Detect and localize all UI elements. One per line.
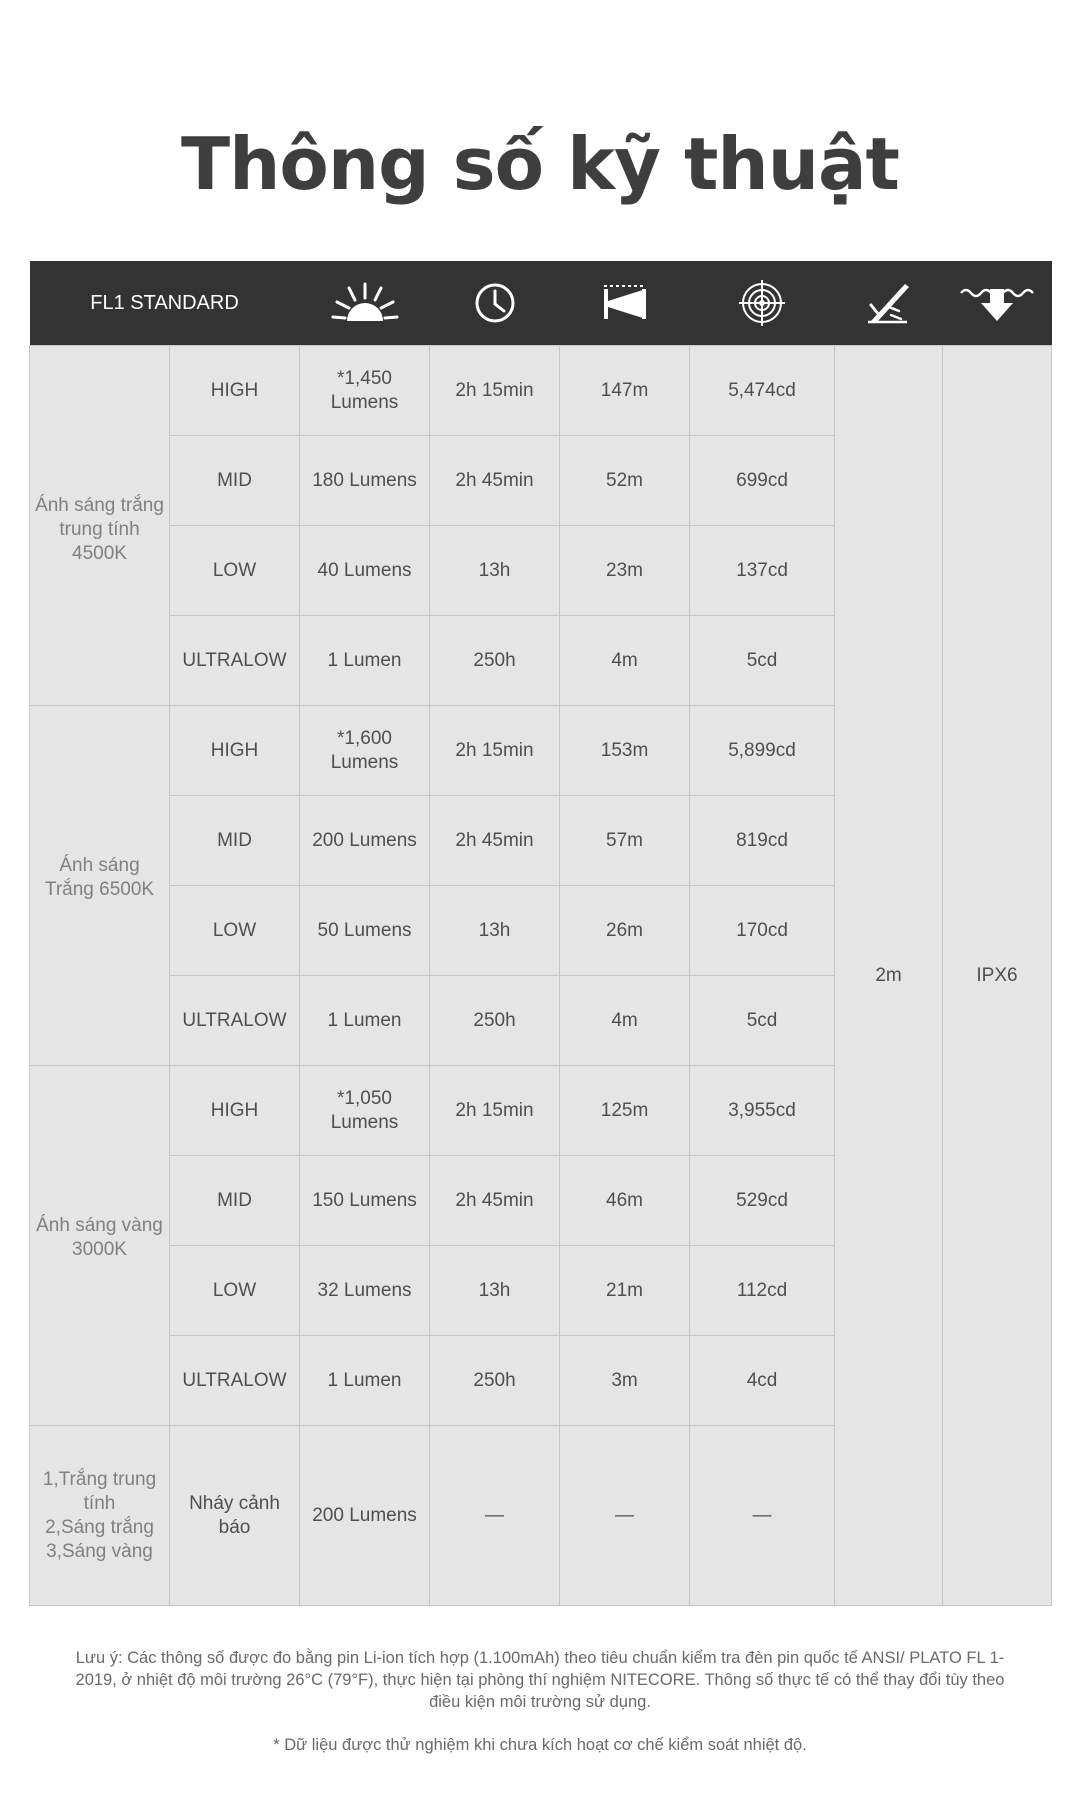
intensity-cell: 170cd	[690, 886, 835, 976]
runtime-cell: 2h 45min	[430, 436, 560, 526]
runtime-cell: 13h	[430, 1246, 560, 1336]
intensity-target-icon	[690, 261, 835, 346]
mode-cell: Nháy cảnh báo	[170, 1426, 300, 1606]
intensity-cell: 5cd	[690, 616, 835, 706]
runtime-cell: 2h 45min	[430, 796, 560, 886]
output-cell: 1 Lumen	[300, 1336, 430, 1426]
runtime-cell: 2h 45min	[430, 1156, 560, 1246]
intensity-cell: 819cd	[690, 796, 835, 886]
runtime-cell: 2h 15min	[430, 706, 560, 796]
intensity-cell: 3,955cd	[690, 1066, 835, 1156]
distance-cell: —	[560, 1426, 690, 1606]
intensity-cell: 699cd	[690, 436, 835, 526]
mode-cell: MID	[170, 1156, 300, 1246]
light-color-group-label: Ánh sáng vàng 3000K	[30, 1066, 170, 1426]
table-row	[30, 346, 1052, 436]
runtime-cell: 250h	[430, 1336, 560, 1426]
waterproof-rating-value: IPX6	[943, 346, 1052, 1606]
output-cell: 1 Lumen	[300, 616, 430, 706]
mode-cell: LOW	[170, 526, 300, 616]
intensity-cell: 112cd	[690, 1246, 835, 1336]
output-cell: 150 Lumens	[300, 1156, 430, 1246]
distance-cell: 4m	[560, 976, 690, 1066]
distance-cell: 52m	[560, 436, 690, 526]
mode-cell: MID	[170, 796, 300, 886]
mode-cell: ULTRALOW	[170, 616, 300, 706]
runtime-cell: 250h	[430, 616, 560, 706]
output-cell: 200 Lumens	[300, 1426, 430, 1606]
output-cell: 40 Lumens	[300, 526, 430, 616]
output-cell: *1,450 Lumens	[300, 346, 430, 436]
light-color-group-label: Ánh sáng Trắng 6500K	[30, 706, 170, 1066]
output-cell: *1,050 Lumens	[300, 1066, 430, 1156]
distance-cell: 26m	[560, 886, 690, 976]
output-cell: 32 Lumens	[300, 1246, 430, 1336]
distance-cell: 4m	[560, 616, 690, 706]
mode-cell: LOW	[170, 886, 300, 976]
runtime-cell: 250h	[430, 976, 560, 1066]
runtime-cell: 2h 15min	[430, 346, 560, 436]
intensity-cell: 5,899cd	[690, 706, 835, 796]
intensity-cell: —	[690, 1426, 835, 1606]
impact-resistance-value: 2m	[835, 346, 943, 1606]
intensity-cell: 4cd	[690, 1336, 835, 1426]
distance-cell: 23m	[560, 526, 690, 616]
measurement-note: Lưu ý: Các thông số được đo bằng pin Li-ion tích hợp (1.100mAh) theo tiêu chuẩn kiểm tra đèn pin quốc tế ANSI/ PLATO FL 1-2019, ở nhiệt độ môi trường 26°C (79°F), thực hiện tại phòng thí nghiệm NITECORE. Thông số thực tế có thể thay đổi tùy theo điều kiện môi trường sử dụng.	[75, 1649, 1005, 1711]
asterisk-note: * Dữ liệu được thử nghiệm khi chưa kích hoạt cơ chế kiểm soát nhiệt độ.	[273, 1736, 807, 1754]
output-cell: 200 Lumens	[300, 796, 430, 886]
distance-cell: 21m	[560, 1246, 690, 1336]
output-cell: 180 Lumens	[300, 436, 430, 526]
distance-cell: 46m	[560, 1156, 690, 1246]
distance-cell: 153m	[560, 706, 690, 796]
spec-table-body	[30, 346, 1052, 1606]
intensity-cell: 5,474cd	[690, 346, 835, 436]
distance-cell: 125m	[560, 1066, 690, 1156]
distance-cell: 57m	[560, 796, 690, 886]
spec-table	[29, 261, 1052, 1606]
output-cell: 50 Lumens	[300, 886, 430, 976]
runtime-cell: 2h 15min	[430, 1066, 560, 1156]
impact-resistance-icon	[835, 261, 943, 346]
mode-cell: HIGH	[170, 346, 300, 436]
waterproof-icon	[943, 261, 1052, 346]
model-name: FL1 STANDARD	[30, 261, 300, 346]
light-color-group-label: 1,Trắng trung tính 2,Sáng trắng 3,Sáng vàng	[30, 1426, 170, 1606]
distance-cell: 3m	[560, 1336, 690, 1426]
mode-cell: ULTRALOW	[170, 976, 300, 1066]
page-title: Thông số kỹ thuật	[181, 122, 899, 206]
mode-cell: LOW	[170, 1246, 300, 1336]
runtime-cell: 13h	[430, 526, 560, 616]
mode-cell: HIGH	[170, 706, 300, 796]
light-color-group-label: Ánh sáng trắng trung tính 4500K	[30, 346, 170, 706]
runtime-cell: —	[430, 1426, 560, 1606]
table-header-row	[30, 261, 1052, 346]
intensity-cell: 529cd	[690, 1156, 835, 1246]
mode-cell: MID	[170, 436, 300, 526]
brightness-icon	[300, 261, 430, 346]
runtime-clock-icon	[430, 261, 560, 346]
intensity-cell: 137cd	[690, 526, 835, 616]
output-cell: 1 Lumen	[300, 976, 430, 1066]
runtime-cell: 13h	[430, 886, 560, 976]
beam-distance-icon	[560, 261, 690, 346]
output-cell: *1,600 Lumens	[300, 706, 430, 796]
intensity-cell: 5cd	[690, 976, 835, 1066]
distance-cell: 147m	[560, 346, 690, 436]
mode-cell: HIGH	[170, 1066, 300, 1156]
mode-cell: ULTRALOW	[170, 1336, 300, 1426]
